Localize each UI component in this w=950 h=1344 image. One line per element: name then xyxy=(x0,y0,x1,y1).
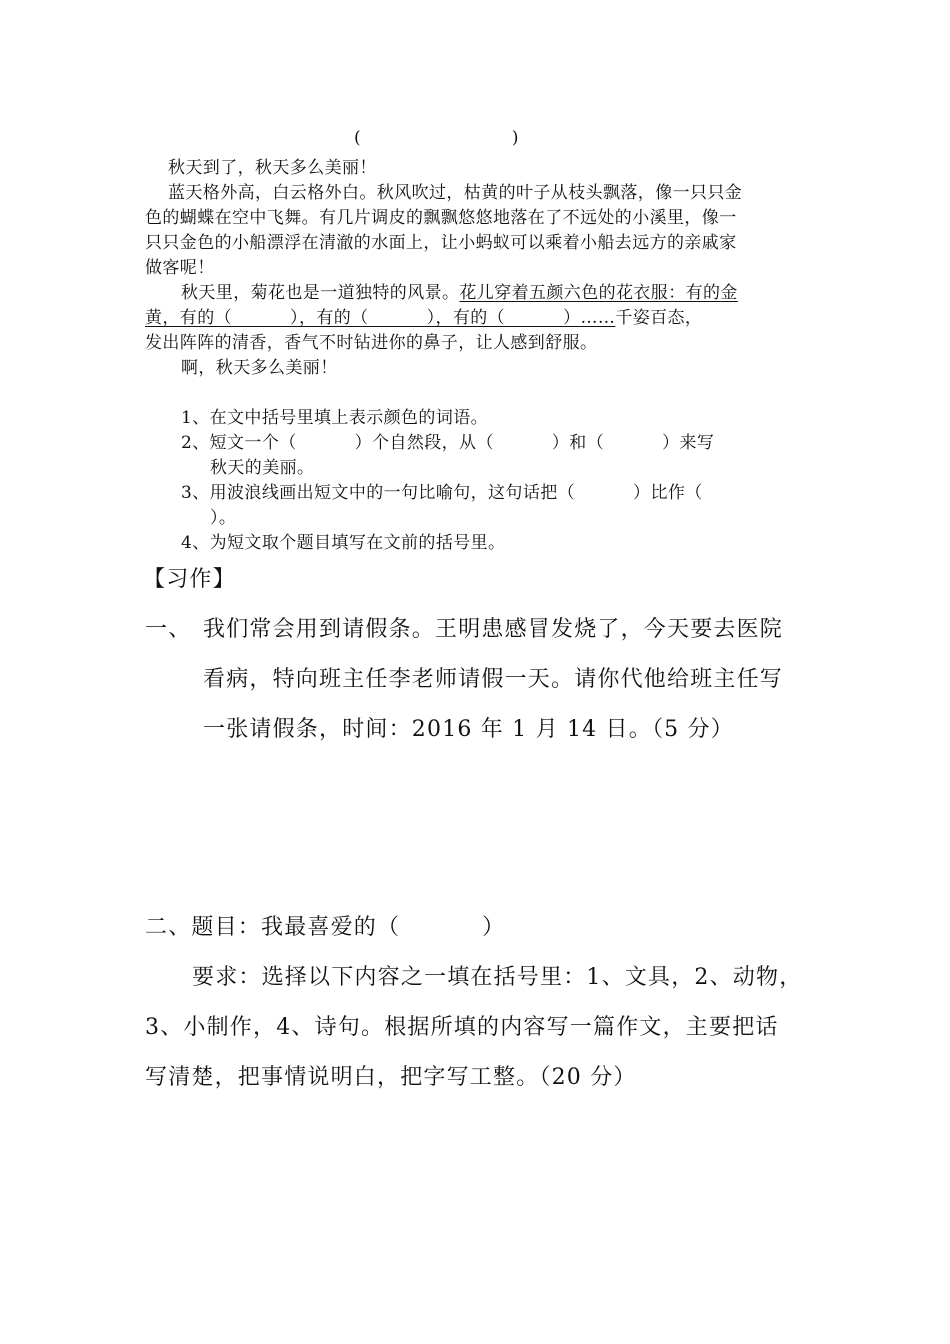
task-2-line-2: 3、小制作，4、诗句。根据所填的内容写一篇作文，主要把话 xyxy=(145,1015,779,1040)
question-2-line-1: 2、短文一个（ ）个自然段，从（ ）和（ ）来写 xyxy=(181,433,715,453)
task-1-line-2: 看病，特向班主任李老师请假一天。请你代他给班主任写 xyxy=(203,667,784,692)
passage-title-blank: ( ) xyxy=(354,128,519,148)
passage-paragraph-2-line-3: 只只金色的小船漂浮在清澈的水面上，让小蚂蚁可以乘着小船去远方的亲戚家 xyxy=(145,233,737,253)
task-1-line-1: 我们常会用到请假条。王明患感冒发烧了，今天要去医院 xyxy=(203,617,784,642)
task-1-number: 一、 xyxy=(145,617,192,642)
task-2-title: 二、题目：我最喜爱的（ ） xyxy=(145,915,506,940)
question-3-line-1: 3、用波浪线画出短文中的一句比喻句，这句话把（ ）比作（ xyxy=(181,483,703,503)
task-2-line-1: 要求：选择以下内容之一填在括号里：1、文具，2、动物， xyxy=(192,965,803,990)
question-1: 1、在文中括号里填上表示颜色的词语。 xyxy=(181,408,489,428)
question-3-line-2: ）。 xyxy=(210,508,237,528)
passage-paragraph-3-line-1 xyxy=(181,278,738,303)
passage-paragraph-2-line-1: 蓝天格外高，白云格外白。秋风吹过，枯黄的叶子从枝头飘落，像一只只金 xyxy=(168,183,743,203)
task-1-line-3: 一张请假条，时间：2016 年 1 月 14 日。（5 分） xyxy=(203,717,734,742)
writing-heading: 【习作】 xyxy=(143,567,236,592)
task-2-line-3: 写清楚，把事情说明白，把字写工整。（20 分） xyxy=(145,1065,637,1090)
passage-paragraph-2-line-2: 色的蝴蝶在空中飞舞。有几片调皮的飘飘悠悠地落在了不远处的小溪里，像一 xyxy=(145,208,737,228)
passage-paragraph-4: 啊，秋天多么美丽！ xyxy=(181,358,338,378)
passage-paragraph-3-line-2 xyxy=(145,303,702,328)
metaphor-sentence-underlined-blanks: 黄，有的（ ），有的（ ），有的（ ）…… xyxy=(145,308,616,328)
passage-paragraph-2-line-4: 做客呢！ xyxy=(145,258,215,278)
passage-text: 秋天里，菊花也是一道独特的风景。 xyxy=(181,283,460,303)
passage-paragraph-3-line-3: 发出阵阵的清香，香气不时钻进你的鼻子，让人感到舒服。 xyxy=(145,333,598,353)
passage-text: 千姿百态， xyxy=(615,308,703,328)
question-4: 4、为短文取个题目填写在文前的括号里。 xyxy=(181,533,506,553)
metaphor-sentence-underlined: 花儿穿着五颜六色的花衣服：有的金 xyxy=(459,283,738,303)
question-2-line-2: 秋天的美丽。 xyxy=(210,458,315,478)
passage-paragraph-1: 秋天到了，秋天多么美丽！ xyxy=(168,158,377,178)
